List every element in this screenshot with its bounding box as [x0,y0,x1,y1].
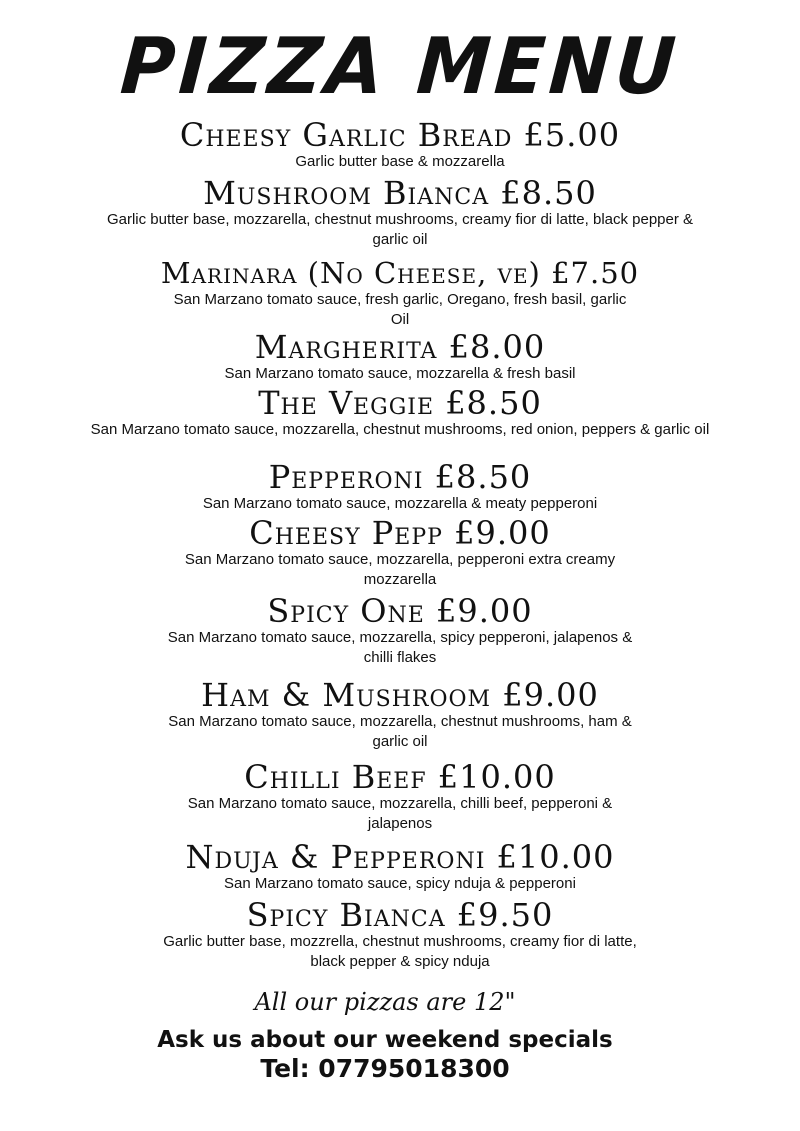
weekend-specials-note: Ask us about our weekend specials [157,1027,613,1053]
item-name: Marinara (No Cheese, ve) £7.50 [160,256,640,290]
menu-item-cheesy-pepp [0,516,800,594]
menu-item-marinara [0,256,800,330]
menu-item-cheesy-garlic-bread [0,118,800,176]
pizza-size-note: All our pizzas are 12" [254,988,516,1016]
item-description: San Marzano tomato sauce, mozzarella, chestnut mushrooms, red onion, peppers & garlic oil [90,421,710,438]
menu-item-the-veggie [0,386,800,460]
item-description: San Marzano tomato sauce, mozzarella & fresh basil [224,365,576,382]
menu-items [0,118,800,978]
item-description: San Marzano tomato sauce, spicy nduja & pepperoni [224,875,576,892]
item-description: San Marzano tomato sauce, mozzarella & meaty pepperoni [202,495,598,512]
menu-item-spicy-bianca [0,898,800,978]
item-description: San Marzano tomato sauce, mozzarella, pepperoni extra creamy mozzarella [184,551,616,588]
item-description: San Marzano tomato sauce, fresh garlic, Oregano, fresh basil, garlic Oil [173,291,627,328]
telephone-number: Tel: 07795018300 [260,1054,510,1083]
menu-item-ham-and-mushroom [0,678,800,760]
item-name: Cheesy Garlic Bread £5.00 [179,116,621,154]
menu-item-margherita [0,330,800,386]
item-description: Garlic butter base & mozzarella [295,153,505,170]
item-description: Garlic butter base, mozzarella, chestnut mushrooms, creamy fior di latte, black pepper & garlic oil [106,211,694,248]
item-description: Garlic butter base, mozzrella, chestnut mushrooms, creamy fior di latte, black pepper & spicy nduja [163,933,637,970]
item-description: San Marzano tomato sauce, mozzarella, spicy pepperoni, jalapenos & chilli flakes [167,629,633,666]
menu-footer [0,984,800,1084]
item-name: Spicy One £9.00 [267,592,533,630]
menu-title: PIZZA MENU [117,21,683,113]
menu-item-nduja-and-pepperoni [0,840,800,898]
item-name: Nduja & Pepperoni £10.00 [185,838,615,876]
item-description: San Marzano tomato sauce, mozzarella, chilli beef, pepperoni & jalapenos [187,795,613,832]
menu-item-spicy-one [0,594,800,678]
menu-item-mushroom-bianca [0,176,800,256]
item-name: The Veggie £8.50 [258,384,542,422]
item-description: San Marzano tomato sauce, mozzarella, chestnut mushrooms, ham & garlic oil [168,713,632,750]
item-name: Mushroom Bianca £8.50 [203,174,597,212]
item-name: Margherita £8.00 [254,328,546,366]
item-name: Spicy Bianca £9.50 [246,896,554,934]
item-name: Pepperoni £8.50 [268,458,532,496]
item-name: Ham & Mushroom £9.00 [201,676,599,714]
item-name: Chilli Beef £10.00 [244,758,556,796]
item-name: Cheesy Pepp £9.00 [249,514,551,552]
menu-item-chilli-beef [0,760,800,840]
menu-item-pepperoni [0,460,800,516]
